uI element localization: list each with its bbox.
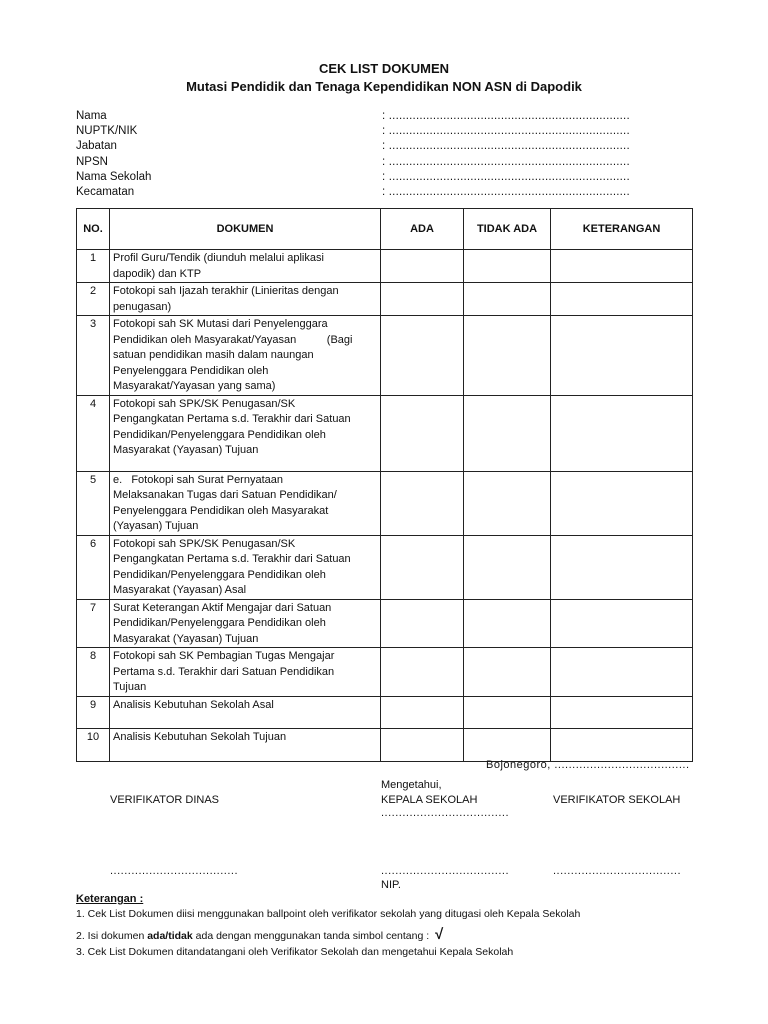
ada-cell[interactable] [381, 535, 464, 599]
document-line: Fotokopi sah SPK/SK Penugasan/SK [113, 397, 296, 410]
row-number: 4 [77, 395, 110, 471]
document-line: Analisis Kebutuhan Sekolah Asal [113, 698, 274, 711]
field-kecamatan [76, 186, 676, 202]
document-subtitle: Mutasi Pendidik dan Tenaga Kependidikan NON ASN di Dapodik [186, 79, 582, 94]
field-label: NUPTK/NIK [76, 125, 138, 137]
note-2-bold: ada/tidak [147, 930, 193, 942]
tidak-ada-cell[interactable] [464, 728, 551, 761]
checkmark-icon: √ [435, 926, 444, 943]
table-row [77, 648, 693, 697]
document-line: (Yayasan) Tujuan [113, 520, 199, 532]
row-number: 1 [77, 250, 110, 283]
note-2 [76, 926, 443, 943]
document-line: Penyelenggara Pendidikan oleh [113, 364, 269, 377]
document-line: Profil Guru/Tendik (diunduh melalui aplikasi [113, 252, 324, 264]
document-line: Melaksanakan Tugas dari Satuan Pendidikan/ [113, 489, 337, 501]
row-document [110, 283, 381, 316]
document-line: Fotokopi sah SPK/SK Penugasan/SK [113, 537, 296, 550]
table-row [77, 471, 693, 535]
keterangan-cell[interactable] [551, 250, 693, 283]
sign-line-kepala: .................................... [381, 865, 510, 877]
tidak-ada-cell[interactable] [464, 283, 551, 316]
table-row [77, 535, 693, 599]
tidak-ada-cell[interactable] [464, 250, 551, 283]
document-line: Masyarakat/Yayasan yang sama) [113, 380, 276, 392]
row-document [110, 395, 381, 471]
table-row [77, 599, 693, 648]
document-line: Pengangkatan Pertama s.d. Terakhir dari Satuan [113, 553, 351, 565]
field-nama [76, 110, 676, 126]
table-row [77, 250, 693, 283]
row-document [110, 316, 381, 396]
document-line: Fotokopi sah SK Mutasi dari Penyelenggara [113, 318, 328, 330]
document-line: Pendidikan/Penyelenggara Pendidikan oleh [113, 617, 326, 629]
row-document [110, 696, 381, 728]
document-line: Tujuan [113, 681, 147, 693]
keterangan-cell[interactable] [551, 599, 693, 648]
kepala-sekolah-label: KEPALA SEKOLAH [381, 794, 478, 806]
table-row [77, 283, 693, 316]
document-title: CEK LIST DOKUMEN [319, 61, 449, 76]
header-no: NO. [77, 209, 110, 250]
field-label: NPSN [76, 156, 108, 168]
tidak-ada-cell[interactable] [464, 599, 551, 648]
document-line: Fotokopi sah Ijazah terakhir (Linieritas dengan [113, 285, 339, 297]
verifikator-dinas-label: VERIFIKATOR DINAS [110, 794, 220, 806]
keterangan-cell[interactable] [551, 283, 693, 316]
ada-cell[interactable] [381, 283, 464, 316]
table-row [77, 728, 693, 761]
document-line: Fotokopi sah SK Pembagian Tugas Mengajar [113, 650, 335, 662]
ada-cell[interactable] [381, 599, 464, 648]
field-nuptk [76, 125, 676, 141]
document-line: Pendidikan oleh Masyarakat/Yayasan (Bagi [113, 333, 353, 346]
document-line: Analisis Kebutuhan Sekolah Tujuan [113, 730, 287, 743]
sign-line-sekolah: .................................... [553, 865, 682, 877]
ada-cell[interactable] [381, 696, 464, 728]
verifikator-sekolah-label: VERIFIKATOR SEKOLAH [553, 794, 681, 806]
document-line: e. Fotokopi sah Surat Pernyataan [113, 473, 283, 486]
keterangan-cell[interactable] [551, 316, 693, 396]
note-1: 1. Cek List Dokumen diisi menggunakan ballpoint oleh verifikator sekolah yang ditugasi oleh Kepala Sekolah [76, 908, 581, 920]
field-npsn [76, 156, 676, 172]
keterangan-cell[interactable] [551, 728, 693, 761]
document-line: dapodik) dan KTP [113, 267, 202, 280]
row-document [110, 250, 381, 283]
document-line: Pengangkatan Pertama s.d. Terakhir dari Satuan [113, 413, 351, 425]
keterangan-cell[interactable] [551, 648, 693, 697]
row-document [110, 599, 381, 648]
field-label: Kecamatan [76, 186, 135, 198]
document-line: satuan pendidikan masih dalam naungan [113, 349, 314, 361]
keterangan-cell[interactable] [551, 395, 693, 471]
note-2-suffix: ada dengan menggunakan tanda simbol centang : [192, 930, 435, 942]
tidak-ada-cell[interactable] [464, 535, 551, 599]
header-tidak-ada: TIDAK ADA [464, 209, 551, 250]
table-row [77, 696, 693, 728]
field-label: Nama [76, 110, 107, 122]
ada-cell[interactable] [381, 395, 464, 471]
header-dokumen: DOKUMEN [110, 209, 381, 250]
note-3: 3. Cek List Dokumen ditandatangani oleh Verifikator Sekolah dan mengetahui Kepala Sekolah [76, 946, 514, 958]
row-number: 10 [77, 728, 110, 761]
field-label: Nama Sekolah [76, 171, 152, 183]
document-line: penugasan) [113, 300, 172, 313]
ada-cell[interactable] [381, 316, 464, 396]
field-value: : ....................................................................... [382, 110, 630, 122]
row-number: 3 [77, 316, 110, 396]
sign-line-dinas: .................................... [110, 865, 239, 877]
document-line: Penyelenggara Pendidikan oleh Masyarakat [113, 504, 329, 517]
document-line: Surat Keterangan Aktif Mengajar dari Satuan [113, 601, 332, 614]
table-header-row [77, 209, 693, 250]
kepala-sekolah-dots: .................................... [381, 807, 510, 819]
tidak-ada-cell[interactable] [464, 316, 551, 396]
row-number: 9 [77, 696, 110, 728]
keterangan-cell[interactable] [551, 471, 693, 535]
row-number: 6 [77, 535, 110, 599]
field-value: : ....................................................................... [382, 140, 630, 152]
row-number: 8 [77, 648, 110, 697]
document-line: Masyarakat (Yayasan) Tujuan [113, 444, 259, 456]
nip-label: NIP. [381, 879, 401, 891]
notes-title: Keterangan : [76, 893, 144, 905]
field-label: Jabatan [76, 140, 117, 152]
field-jabatan [76, 140, 676, 156]
tidak-ada-cell[interactable] [464, 471, 551, 535]
checklist-table [76, 208, 693, 762]
field-value: : ....................................................................... [382, 125, 630, 137]
table-row [77, 395, 693, 471]
tidak-ada-cell[interactable] [464, 395, 551, 471]
header-ada: ADA [381, 209, 464, 250]
table-row [77, 316, 693, 396]
row-document [110, 471, 381, 535]
ada-cell[interactable] [381, 471, 464, 535]
keterangan-cell[interactable] [551, 696, 693, 728]
row-number: 5 [77, 471, 110, 535]
field-value: : ....................................................................... [382, 186, 630, 198]
tidak-ada-cell[interactable] [464, 648, 551, 697]
field-nama-sekolah [76, 171, 676, 187]
document-line: Pendidikan/Penyelenggara Pendidikan oleh [113, 568, 326, 581]
document-line: Pendidikan/Penyelenggara Pendidikan oleh [113, 428, 326, 441]
mengetahui-label: Mengetahui, [381, 779, 442, 791]
header-keterangan: KETERANGAN [551, 209, 693, 250]
document-line: Masyarakat (Yayasan) Tujuan [113, 632, 259, 645]
row-document [110, 535, 381, 599]
keterangan-cell[interactable] [551, 535, 693, 599]
tidak-ada-cell[interactable] [464, 696, 551, 728]
note-2-prefix: 2. Isi dokumen [76, 930, 148, 942]
ada-cell[interactable] [381, 250, 464, 283]
field-value: : ....................................................................... [382, 156, 630, 168]
ada-cell[interactable] [381, 648, 464, 697]
place-date: Bojonegoro, ...................................... [486, 759, 690, 771]
field-value: : ....................................................................... [382, 171, 630, 183]
row-number: 2 [77, 283, 110, 316]
document-line: Masyarakat (Yayasan) Asal [113, 584, 247, 596]
row-number: 7 [77, 599, 110, 648]
ada-cell[interactable] [381, 728, 464, 761]
row-document [110, 648, 381, 697]
document-line: Pertama s.d. Terakhir dari Satuan Pendidikan [113, 665, 335, 678]
row-document [110, 728, 381, 761]
